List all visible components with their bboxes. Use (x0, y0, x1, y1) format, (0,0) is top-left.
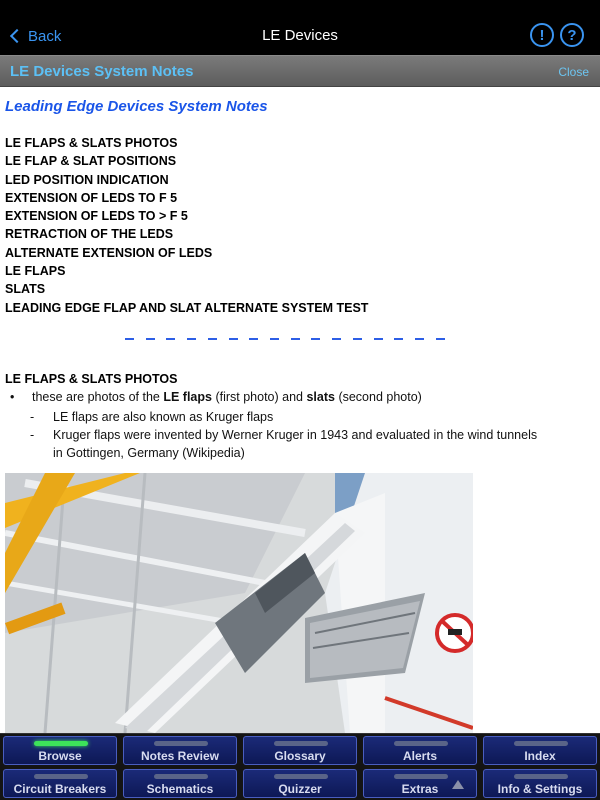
sub-bullet-text: Kruger flaps were invented by Werner Kruger in 1943 and evaluated in the wind tunnels in Gottingen, Germany (Wikipedia) (53, 428, 538, 460)
info-settings-button[interactable]: Info & Settings (483, 769, 597, 798)
toc-link[interactable]: RETRACTION OF THE LEDS (5, 227, 174, 242)
back-label: Back (28, 27, 62, 45)
toc-link[interactable]: EXTENSION OF LEDS TO > F 5 (5, 209, 188, 224)
indicator (394, 741, 448, 746)
table-of-contents (5, 134, 368, 317)
indicator (34, 774, 88, 779)
help-icon[interactable]: ? (560, 23, 584, 47)
alert-icon[interactable]: ! (530, 23, 554, 47)
schematics-button[interactable]: Schematics (123, 769, 237, 798)
le-flaps-photo (5, 473, 473, 733)
nav-title: LE Devices (262, 27, 338, 44)
close-button[interactable]: Close (558, 65, 589, 79)
browse-button[interactable]: Browse (3, 736, 117, 765)
notes-content[interactable]: Leading Edge Devices System Notes LE FLAPS & SLATS PHOTOS LE FLAP & SLAT POSITIONS LED POSITION INDICATION EXTENSION OF LEDS TO F 5 EXTENSION OF LEDS TO > F 5 RETRACTION OF THE LEDS ALTERNATE EXTENSION OF LEDS LE FLAPS SLATS LEADING EDGE FLAP AND SLAT ALTERNATE SYSTEM TEST LE FLAPS & SLATS PHOTOS • these are photos of the LE flaps (first photo) and slats (second photo) - LE flaps are also known as Kruger flaps - Kruger flaps were invented by Werner Kruger in 1943 and evaluated in the wind tunnels in Gottingen, Germany (Wikipedia) (0, 88, 600, 733)
section-header (0, 55, 600, 87)
indicator (514, 774, 568, 779)
alerts-button[interactable]: Alerts (363, 736, 477, 765)
up-arrow-icon (452, 780, 464, 789)
quizzer-button[interactable]: Quizzer (243, 769, 357, 798)
bullet-symbol: • (10, 390, 15, 404)
toc-link[interactable]: LE FLAPS (5, 264, 66, 279)
toc-link[interactable]: LE FLAPS & SLATS PHOTOS (5, 136, 178, 150)
document-title: Leading Edge Devices System Notes (5, 98, 268, 115)
toc-link[interactable]: LED POSITION INDICATION (5, 172, 169, 187)
index-button[interactable]: Index (483, 736, 597, 765)
le-flaps-photo-image (5, 473, 473, 733)
toc-link[interactable]: ALTERNATE EXTENSION OF LEDS (5, 245, 213, 260)
toc-link[interactable]: LE FLAP & SLAT POSITIONS (5, 154, 177, 169)
notes-review-button[interactable]: Notes Review (123, 736, 237, 765)
section-title: LE Devices System Notes (10, 63, 194, 80)
toc-link[interactable]: EXTENSION OF LEDS TO F 5 (5, 190, 178, 205)
section-heading: LE FLAPS & SLATS PHOTOS (5, 372, 178, 386)
toc-link[interactable]: SLATS (5, 282, 46, 297)
indicator (154, 774, 208, 779)
extras-button[interactable]: Extras (363, 769, 477, 798)
sub-bullet-text: LE flaps are also known as Kruger flaps (53, 410, 274, 424)
bottom-toolbar (0, 733, 600, 800)
indicator (154, 741, 208, 746)
indicator (274, 741, 328, 746)
toc-link[interactable]: LEADING EDGE FLAP AND SLAT ALTERNATE SYSTEM TEST (5, 300, 369, 315)
bullet-text: these are photos of the LE flaps (first photo) and slats (second photo) (32, 390, 422, 404)
dashed-divider (125, 338, 445, 340)
circuit-breakers-button[interactable]: Circuit Breakers (3, 769, 117, 798)
indicator (394, 774, 448, 779)
indicator (514, 741, 568, 746)
glossary-button[interactable]: Glossary (243, 736, 357, 765)
active-indicator (34, 741, 88, 746)
indicator (274, 774, 328, 779)
navigation-bar (0, 0, 600, 55)
